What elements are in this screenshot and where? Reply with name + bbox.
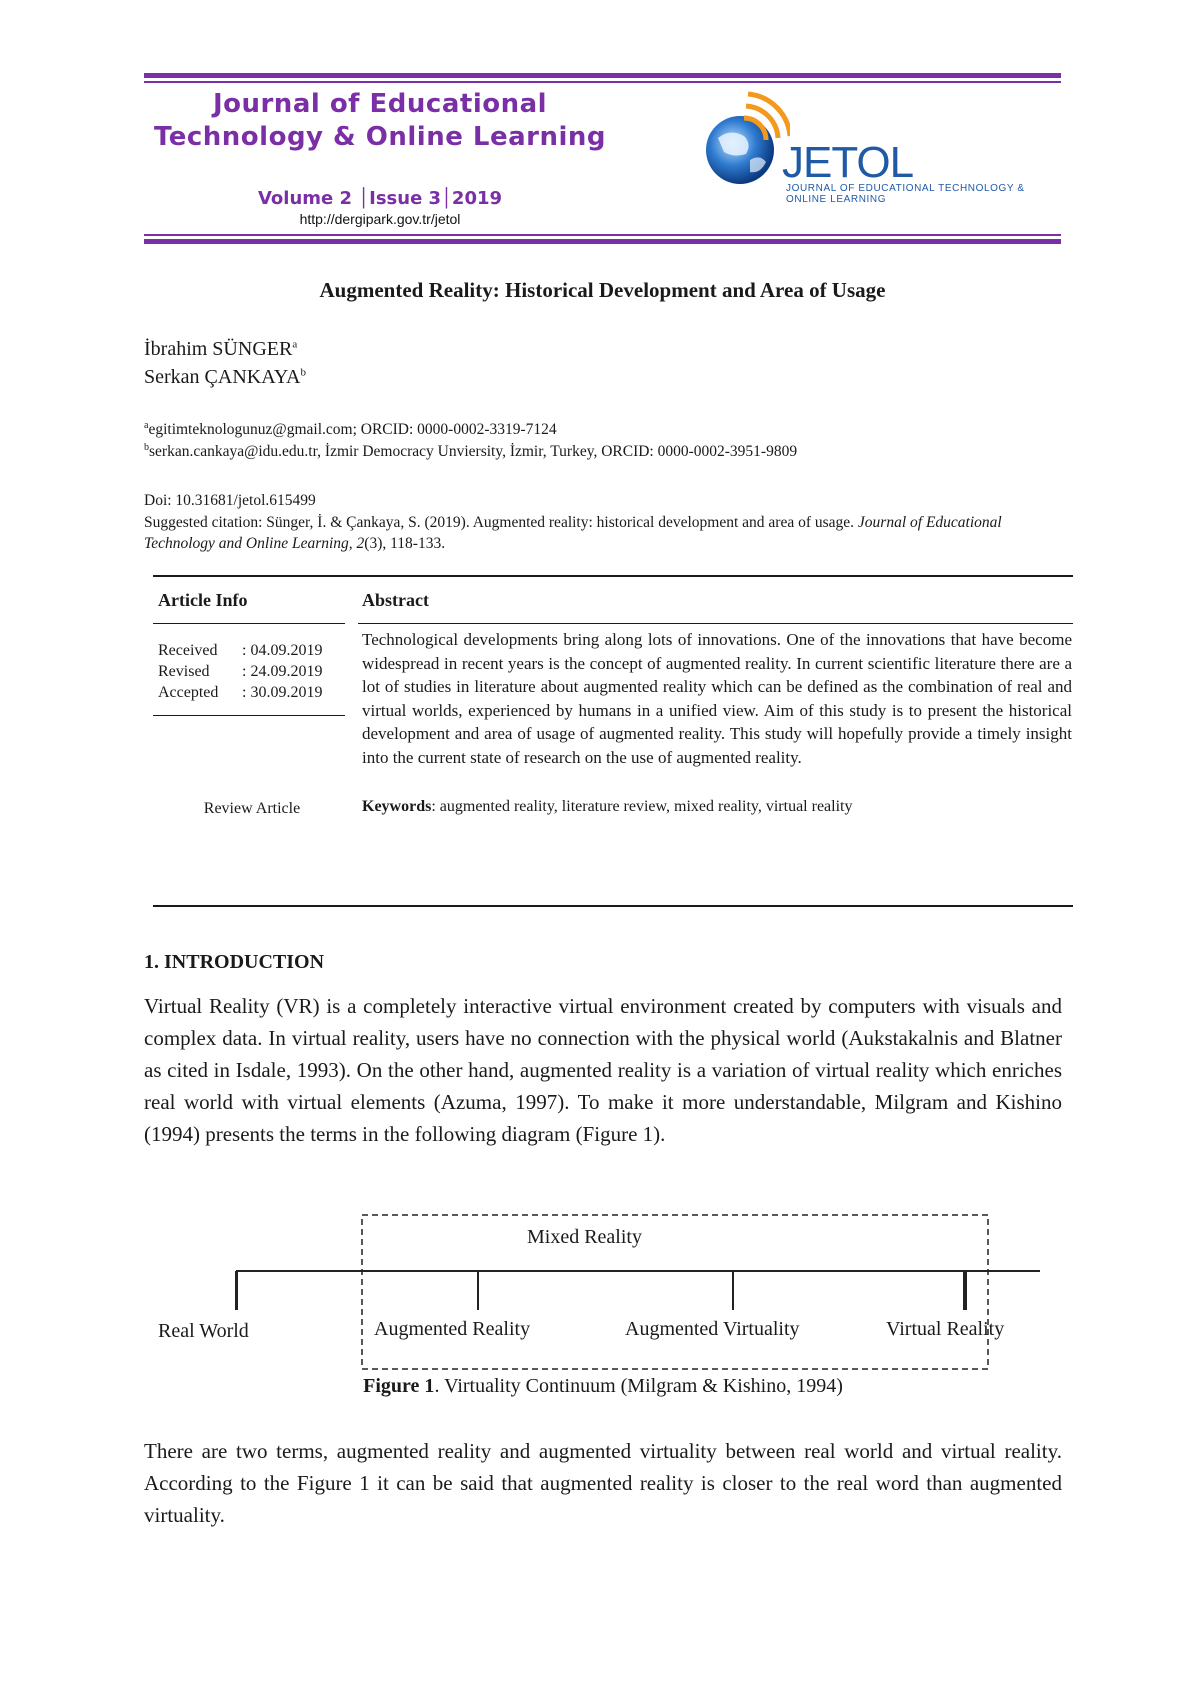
author-mark: b — [300, 366, 306, 379]
author-mark: a — [292, 338, 298, 351]
journal-volume: Volume 2 │Issue 3│2019 — [257, 188, 503, 209]
header-top-bar — [144, 73, 1061, 78]
date-label: Accepted — [158, 684, 219, 701]
caption-text: . Virtuality Continuum (Milgram & Kishino, 1994) — [434, 1375, 843, 1397]
logo-subtitle: JOURNAL OF EDUCATIONAL TECHNOLOGY & ONLINE LEARNING — [786, 183, 1025, 205]
figure-caption — [144, 1375, 1062, 1398]
journal-title: Journal of Educational Technology & Online Learning — [153, 89, 607, 152]
info-top-rule — [153, 575, 1073, 577]
continuum-right-extension — [920, 1270, 968, 1314]
date-revised — [158, 661, 322, 682]
mixed-reality-box — [362, 1215, 988, 1369]
article-info-heading: Article Info — [158, 590, 248, 610]
caption-label: Figure 1 — [363, 1375, 435, 1397]
intro-paragraph-1: Virtual Reality (VR) is a completely interactive virtual environment created by computers with visuals and complex data. In virtual reality, users have no connection with the physical world (Aukstakalnis and Blatner as cited in Isdale, 1993). On the other hand, augmented reality is a variation of virtual reality which enriches real world with virtual elements (Azuma, 1997). To make it more understandable, Milgram and Kishino (1994) presents the terms in the following diagram (Figure 1). — [144, 994, 1062, 1146]
citation-prefix: Suggested citation: Sünger, İ. & Çankaya, S. (2019). Augmented reality: historical development and area of usage. — [144, 514, 858, 531]
author-2 — [144, 366, 306, 389]
keywords-text: : augmented reality, literature review, mixed reality, virtual reality — [431, 798, 853, 815]
mixed-reality-label: Mixed Reality — [527, 1226, 642, 1248]
abstract-top-rule — [358, 623, 1073, 624]
doi-line: Doi: 10.31681/jetol.615499 — [144, 492, 316, 509]
node-augmented-virtuality: Augmented Virtuality — [625, 1318, 800, 1340]
keywords-line — [362, 798, 1072, 816]
suggested-citation — [144, 512, 1074, 554]
node-augmented-reality: Augmented Reality — [374, 1318, 531, 1340]
date-sep: : — [242, 642, 247, 659]
abstract-heading: Abstract — [362, 590, 429, 610]
abstract-text: Technological developments bring along lots of innovations. One of the innovations that have become widespread in recent years is the concept of augmented reality. In current scientific literature there are a lot of studies in literature about augmented reality which can be defined as the combination of real and virtual worlds, experienced by humans in a unified view. Aim of this study is to present the historical development and area of usage of augmented reality. This study will hopefully provide a timely insight into the current state of research on the use of augmented reality. — [362, 630, 1072, 767]
section-heading: 1. INTRODUCTION — [144, 951, 325, 973]
affiliation-text: egitimteknologunuz@gmail.com; ORCID: 0000-0002-3319-7124 — [148, 421, 557, 439]
affiliation-mark: b — [144, 442, 149, 453]
affiliation-text: serkan.cankaya@idu.edu.tr, İzmir Democracy Unviersity, İzmir, Turkey, ORCID: 0000-0002-3951-9809 — [149, 443, 798, 461]
date-label: Received — [158, 642, 218, 659]
info-left-rule-1 — [153, 623, 345, 624]
article-type: Review Article — [203, 800, 301, 817]
author-name: Serkan ÇANKAYA — [144, 366, 301, 388]
date-value: 04.09.2019 — [250, 642, 323, 659]
date-value: 30.09.2019 — [250, 684, 323, 701]
affiliation-1 — [144, 420, 557, 439]
date-received — [158, 640, 322, 661]
node-real-world: Real World — [158, 1320, 249, 1342]
date-label: Revised — [158, 663, 210, 680]
author-1 — [144, 338, 297, 361]
paper-title: Augmented Reality: Historical Development and Area of Usage — [319, 278, 886, 302]
logo-text: JETOL — [782, 138, 914, 187]
node-virtual-reality: Virtual Reality — [886, 1318, 1005, 1340]
date-value: 24.09.2019 — [250, 663, 323, 680]
header-bottom-bar-thin — [144, 234, 1061, 236]
header-bottom-bar — [144, 239, 1061, 244]
continuum-left-extension — [235, 1270, 239, 1314]
date-sep: : — [242, 684, 247, 701]
info-left-rule-2 — [153, 715, 345, 716]
globe-logo-icon — [700, 88, 790, 188]
citation-journal: Journal of Educational Technology and Online Learning, 2 — [144, 514, 1002, 552]
date-accepted — [158, 682, 322, 703]
affiliation-2 — [144, 442, 797, 461]
journal-url[interactable]: http://dergipark.gov.tr/jetol — [299, 211, 461, 227]
keywords-label: Keywords — [362, 798, 432, 815]
article-dates — [158, 640, 322, 703]
header-top-bar-thin — [144, 81, 1061, 83]
author-name: İbrahim SÜNGER — [144, 338, 293, 360]
affiliation-mark: a — [144, 420, 149, 431]
citation-suffix: (3), 118-133. — [364, 535, 446, 552]
intro-paragraph-2: There are two terms, augmented reality and augmented virtuality between real world and virtual reality. According to the Figure 1 it can be said that augmented reality is closer to the real word than augmented virtuality. — [144, 1439, 1062, 1527]
info-bottom-rule — [153, 905, 1073, 907]
date-sep: : — [242, 663, 247, 680]
